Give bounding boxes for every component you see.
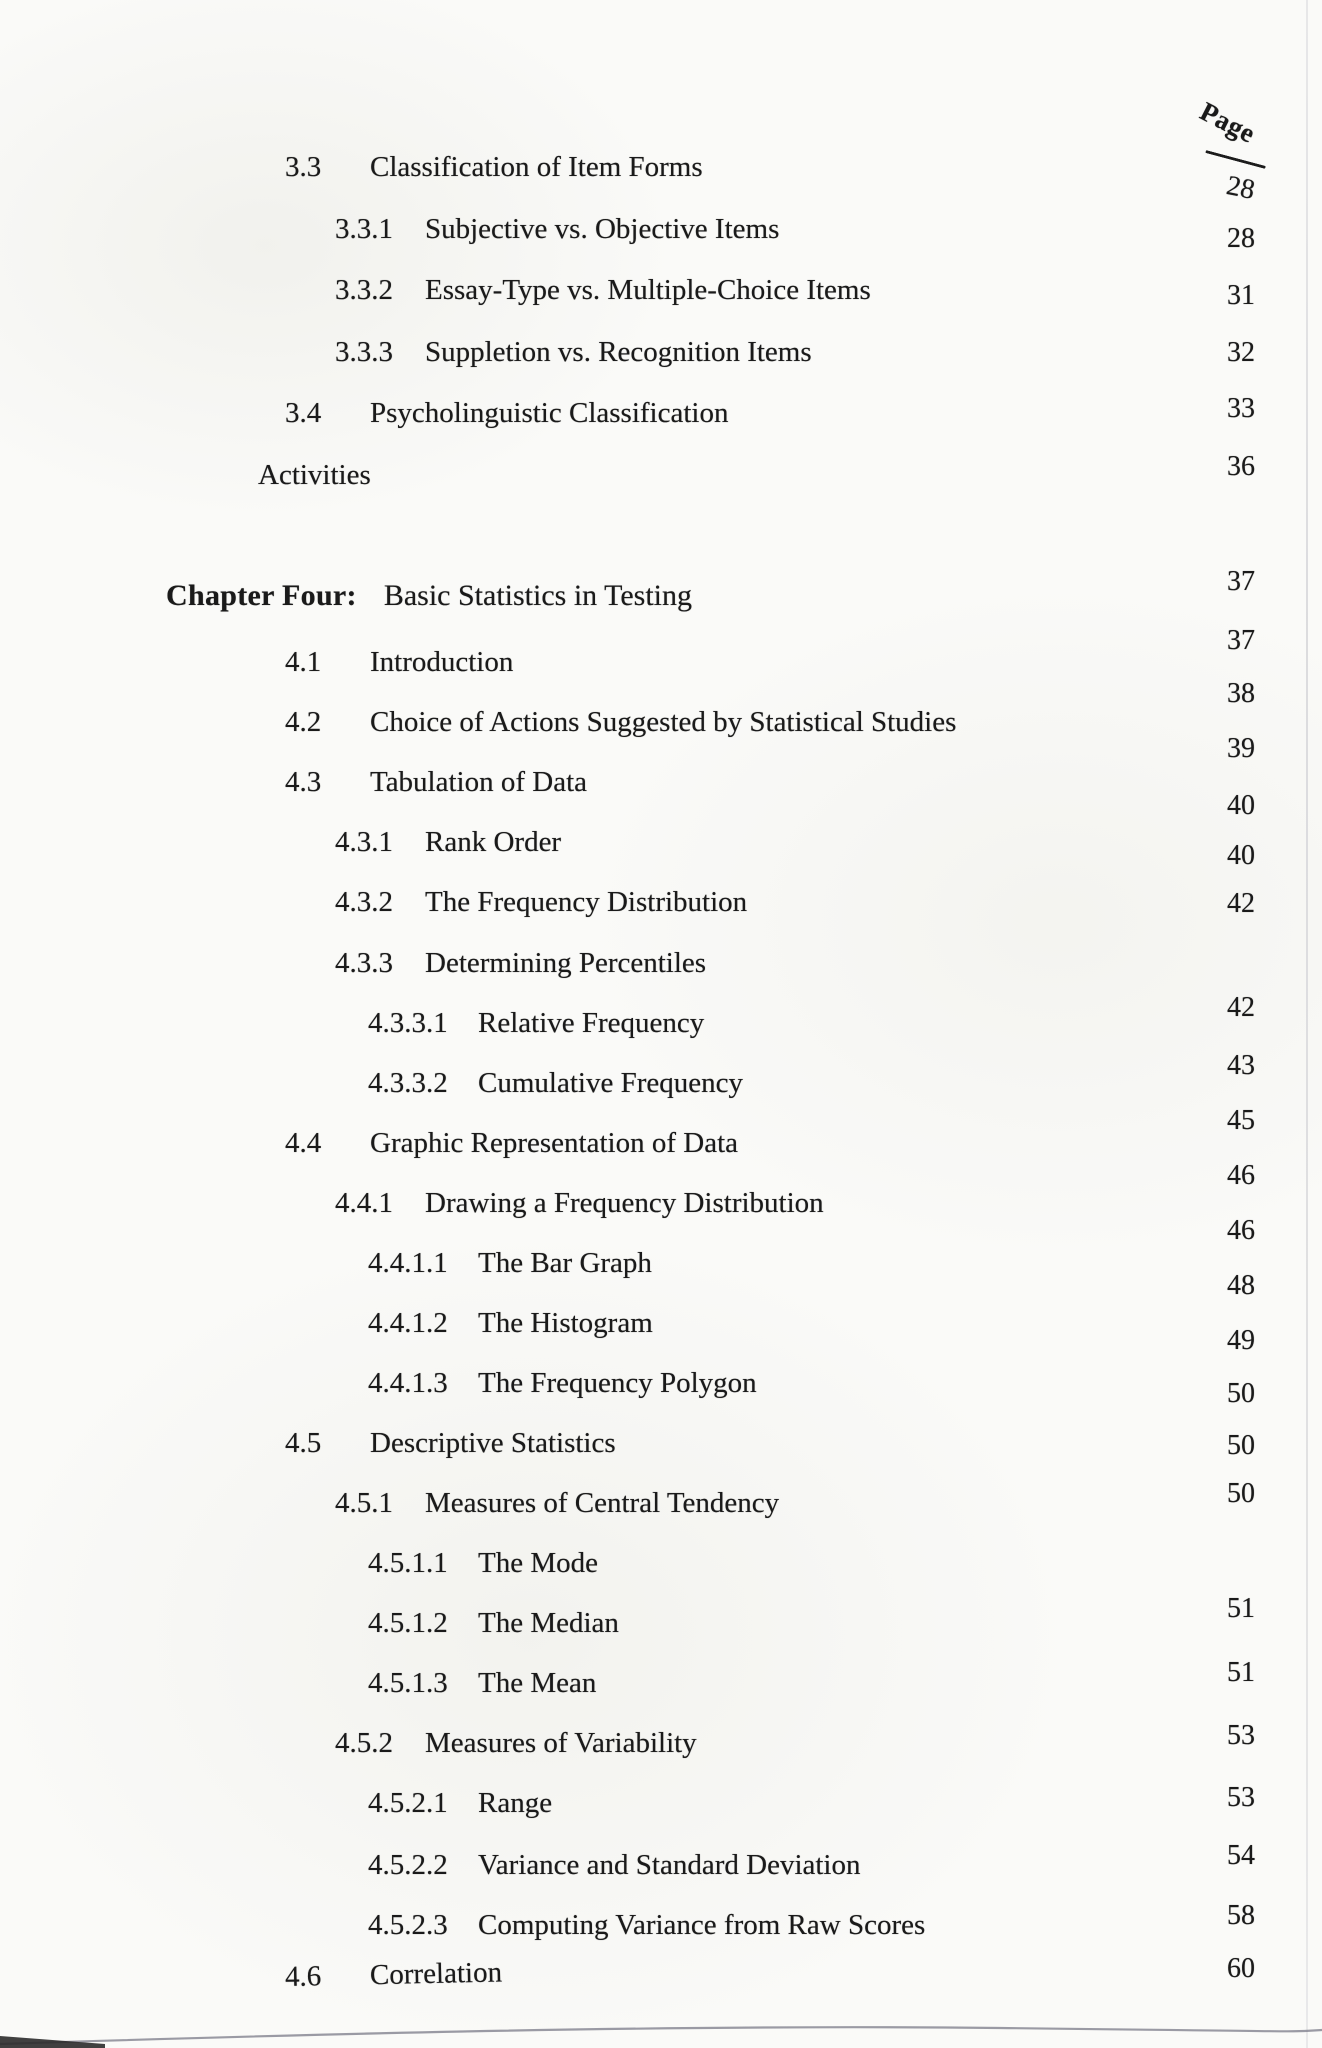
page-number: 37: [1227, 625, 1255, 656]
section-number: 4.4.1.2: [368, 1307, 448, 1339]
section-number: 4.4.1: [335, 1187, 393, 1219]
section-number: 4.5.2: [335, 1727, 393, 1759]
page-number: 49: [1227, 1325, 1255, 1356]
toc-entry-row: [335, 273, 871, 307]
toc-entry-row: [368, 1848, 861, 1882]
section-title: Descriptive Statistics: [370, 1427, 616, 1459]
toc-entry-row: [335, 1486, 779, 1520]
section-number: 4.4.1.1: [368, 1247, 448, 1279]
section-number: 4.3.2: [335, 886, 393, 918]
section-title: Essay-Type vs. Multiple-Choice Items: [425, 274, 871, 306]
section-title: The Mode: [478, 1547, 598, 1579]
section-title: Activities: [258, 459, 371, 491]
section-title: Determining Percentiles: [425, 947, 707, 979]
toc-entry-row: [368, 1606, 619, 1640]
toc-entry-row: [368, 1908, 925, 1942]
section-number: 4.3.3.1: [368, 1007, 448, 1039]
page-number: 51: [1227, 1657, 1255, 1688]
section-title: Classification of Item Forms: [370, 151, 703, 183]
page-number: 42: [1227, 888, 1255, 919]
section-title: Suppletion vs. Recognition Items: [425, 336, 812, 368]
section-number: 4.5.2.3: [368, 1909, 448, 1941]
toc-entry-row: [368, 1786, 552, 1820]
toc-entry-row: [335, 1186, 824, 1220]
section-title: Drawing a Frequency Distribution: [425, 1187, 824, 1219]
section-number: 4.5.1.3: [368, 1667, 448, 1699]
section-title: Cumulative Frequency: [478, 1067, 743, 1099]
page-number: 38: [1227, 678, 1255, 709]
page-number: 40: [1227, 840, 1255, 871]
section-title: The Frequency Distribution: [425, 886, 748, 918]
page-number: 48: [1227, 1270, 1255, 1301]
page-number: 39: [1227, 733, 1255, 764]
page-number: 54: [1227, 1840, 1255, 1871]
section-title: The Median: [478, 1607, 619, 1639]
toc-entry-row: [285, 765, 587, 799]
page-number: 28: [1227, 223, 1255, 254]
page-number: 36: [1227, 451, 1255, 482]
toc-entry-row: [368, 1666, 596, 1700]
toc-entry-row: [285, 1126, 738, 1160]
toc-entry-row: [285, 396, 728, 430]
section-title: Subjective vs. Objective Items: [425, 213, 780, 245]
page-number: 50: [1227, 1378, 1255, 1409]
toc-entry-row: [258, 458, 371, 492]
toc-entry-row: [285, 645, 513, 679]
section-title: Variance and Standard Deviation: [478, 1849, 861, 1881]
toc-entry-row: [335, 946, 706, 980]
page-number: 43: [1227, 1050, 1255, 1081]
page-curl-line: [0, 1960, 1322, 2048]
page-number: 53: [1227, 1782, 1255, 1813]
page-number: 37: [1227, 566, 1255, 597]
toc-entry-row: [335, 212, 779, 246]
section-number: 4.2: [285, 706, 322, 738]
section-title: The Histogram: [478, 1307, 653, 1339]
toc-entry-row: [368, 1306, 653, 1340]
section-number: 4.5.1: [335, 1487, 393, 1519]
page-number: 46: [1227, 1215, 1255, 1246]
toc-entry-row: [285, 1426, 616, 1460]
toc-entry-row: [285, 150, 703, 184]
toc-entry-row: [335, 825, 561, 859]
section-title: Choice of Actions Suggested by Statistical Studies: [370, 706, 957, 738]
section-title: Graphic Representation of Data: [370, 1127, 738, 1159]
section-title: Tabulation of Data: [370, 766, 588, 798]
section-title: Measures of Variability: [425, 1727, 697, 1759]
page-number: 42: [1227, 992, 1255, 1023]
section-number: 4.5: [285, 1427, 322, 1459]
toc-entry-row: [285, 705, 956, 739]
page-number: 32: [1227, 337, 1255, 368]
page-number: 51: [1227, 1593, 1255, 1624]
page-column-header: Page: [1195, 96, 1261, 149]
section-title: The Frequency Polygon: [478, 1367, 757, 1399]
toc-entry-row: [335, 1726, 697, 1760]
section-title: Relative Frequency: [478, 1007, 705, 1039]
section-number: 3.4: [285, 397, 322, 429]
section-number: 4.3: [285, 766, 322, 798]
page-number: 40: [1227, 790, 1255, 821]
section-number: 3.3.1: [335, 213, 393, 245]
section-number: 4.5.2.1: [368, 1787, 448, 1819]
page-number: 31: [1227, 280, 1255, 311]
page-number: 50: [1227, 1430, 1255, 1461]
section-title: Measures of Central Tendency: [425, 1487, 780, 1519]
section-title: Rank Order: [425, 826, 562, 858]
page-edge-line: [1306, 0, 1308, 2048]
section-title: Computing Variance from Raw Scores: [478, 1909, 926, 1941]
section-title: Introduction: [370, 646, 514, 678]
toc-entry-row: [368, 1546, 598, 1580]
page-number: 45: [1227, 1105, 1255, 1136]
section-title: The Mean: [478, 1667, 597, 1699]
toc-entry-row: [368, 1006, 704, 1040]
chapter-heading: [166, 578, 692, 614]
section-title: Correlation: [369, 1956, 503, 1992]
section-title: The Bar Graph: [478, 1247, 652, 1279]
toc-entry-row: [368, 1066, 743, 1100]
page-number: 46: [1227, 1160, 1255, 1191]
toc-entry-row: [368, 1366, 757, 1400]
section-number: 3.3: [285, 151, 322, 183]
toc-entry-row: [335, 885, 747, 919]
toc-entry-row: [335, 335, 812, 369]
section-number: 4.3.1: [335, 826, 393, 858]
section-number: 3.3.3: [335, 336, 393, 368]
page-number: 60: [1227, 1953, 1255, 1984]
page-number: 28: [1223, 170, 1258, 206]
section-number: 4.4: [285, 1127, 322, 1159]
page-number: 33: [1227, 393, 1255, 424]
section-number: 3.3.2: [335, 274, 393, 306]
page-number: 53: [1227, 1720, 1255, 1751]
section-number: 4.3.3.2: [368, 1067, 448, 1099]
section-number: 4.3.3: [335, 947, 393, 979]
section-number: 4.4.1.3: [368, 1367, 448, 1399]
section-number: 4.6: [284, 1960, 322, 1993]
section-number: 4.5.2.2: [368, 1849, 448, 1881]
chapter-heading-title: Basic Statistics in Testing: [383, 579, 693, 612]
section-title: Range: [478, 1787, 553, 1819]
section-number: 4.5.1.1: [368, 1547, 448, 1579]
chapter-heading-label: Chapter Four:: [166, 579, 357, 612]
page-number: 50: [1227, 1478, 1255, 1509]
section-number: 4.1: [285, 646, 322, 678]
toc-entry-row: [368, 1246, 652, 1280]
section-number: 4.5.1.2: [368, 1607, 448, 1639]
page-number: 58: [1227, 1900, 1255, 1931]
section-title: Psycholinguistic Classification: [370, 397, 729, 429]
